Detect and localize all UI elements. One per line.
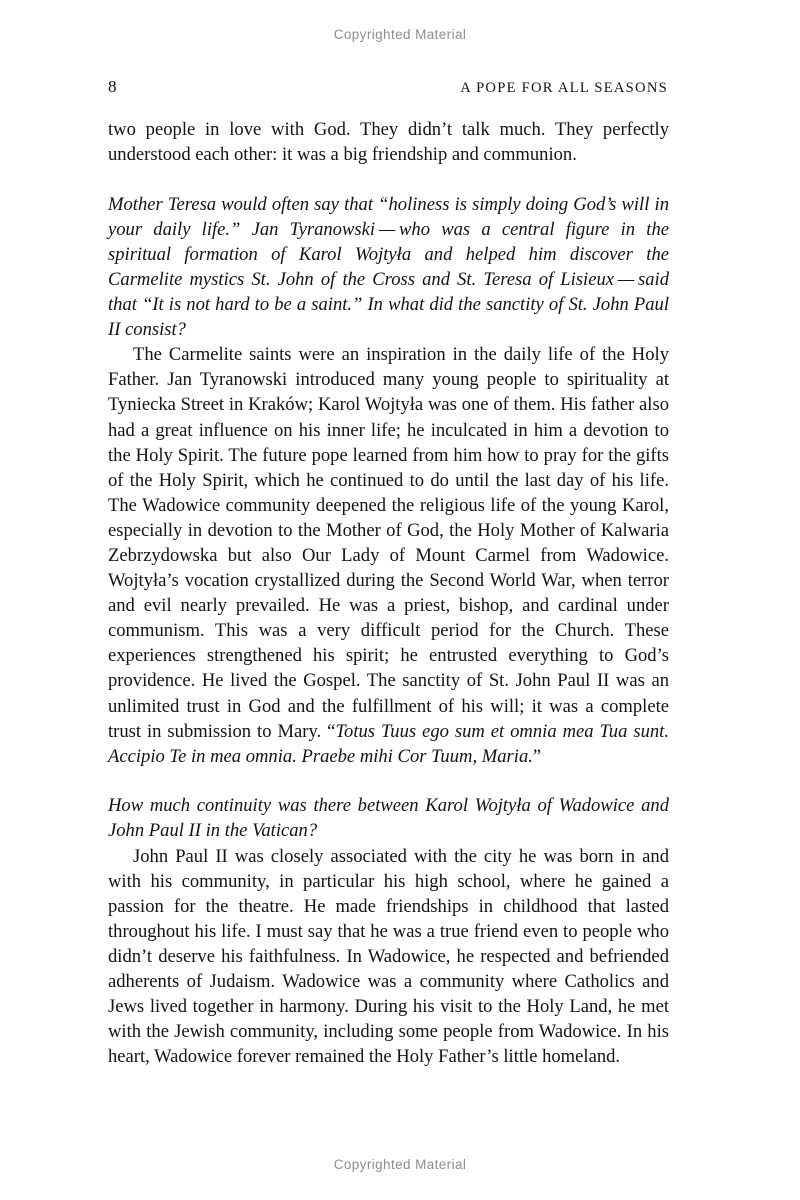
running-head [108,78,668,96]
interview-question-2: How much continuity was there between Karol Wojtyła of Wadowice and John Paul II in the Vatican? [108,795,669,842]
paragraph-continued: two people in love with God. They didn’t talk much. They perfectly understood each other: it was a big friendship and communion. [108,119,669,166]
interview-question-1: Mother Teresa would often say that “holiness is simply doing God’s will in your daily life.” Jan Tyranowski — who was a central figure in the spiritual formation of Karol Wojtyła and helped him discover the Carmelite mystics St. John of the Cross and St. Teresa of Lisieux — said that “It is not hard to be a saint.” In what did the sanctity of St. John Paul II consist? [108,193,669,341]
page-number: 8 [108,77,117,96]
text-column [108,117,669,1069]
answer-text-part-2: ” [532,745,542,767]
latin-prayer-quote: Totus Tuus ego sum et omnia mea Tua sunt. Accipio Te in mea omnia. Praebe mihi Cor Tuum, Maria. [108,720,669,767]
copyright-watermark-bottom: Copyrighted Material [333,1157,467,1172]
copyright-watermark-top: Copyrighted Material [333,27,467,42]
answer-text-part-1: The Carmelite saints were an inspiration in the daily life of the Holy Father. Jan Tyranowski introduced many young people to spirituality at Tyniecka Street in Kraków; Karol Wojtyła was one of them. His father also had a great influence on his inner life; he inculcated in him a devotion to the Holy Spirit. The future pope learned from him how to pray for the gifts of the Holy Spirit, which he continued to do until the last day of his life. The Wadowice community deepened the religious life of the young Karol, especially in devotion to the Mother of God, the Holy Mother of Kalwaria Zebrzydowska but also Our Lady of Mount Carmel from Wadowice. Wojtyła’s vocation crystallized during the Second World War, when terror and evil nearly prevailed. He was a priest, bishop, and cardinal under communism. This was a very difficult period for the Church. These experiences strengthened his spirit; he entrusted everything to God’s providence. He lived the Gospel. The sanctity of St. John Paul II was an unlimited trust in God and the fulfillment of his will; it was a complete trust in submission to Mary. “ [108,344,669,742]
answer-paragraph-1 [108,342,669,769]
answer-paragraph-2: John Paul II was closely associated with the city he was born in and with his community, in particular his high school, where he gained a passion for the theatre. He made friendships in childhood that lasted throughout his life. I must say that he was a true friend even to people who didn’t deserve his faithfulness. In Wadowice, he respected and befriended adherents of Judaism. Wadowice was a community where Catholics and Jews lived together in harmony. During his visit to the Holy Land, he met with the Jewish community, including some people from Wadowice. In his heart, Wadowice forever remained the Holy Father’s little homeland. [108,845,669,1068]
book-title-running-head: A POPE FOR ALL SEASONS [460,80,668,96]
